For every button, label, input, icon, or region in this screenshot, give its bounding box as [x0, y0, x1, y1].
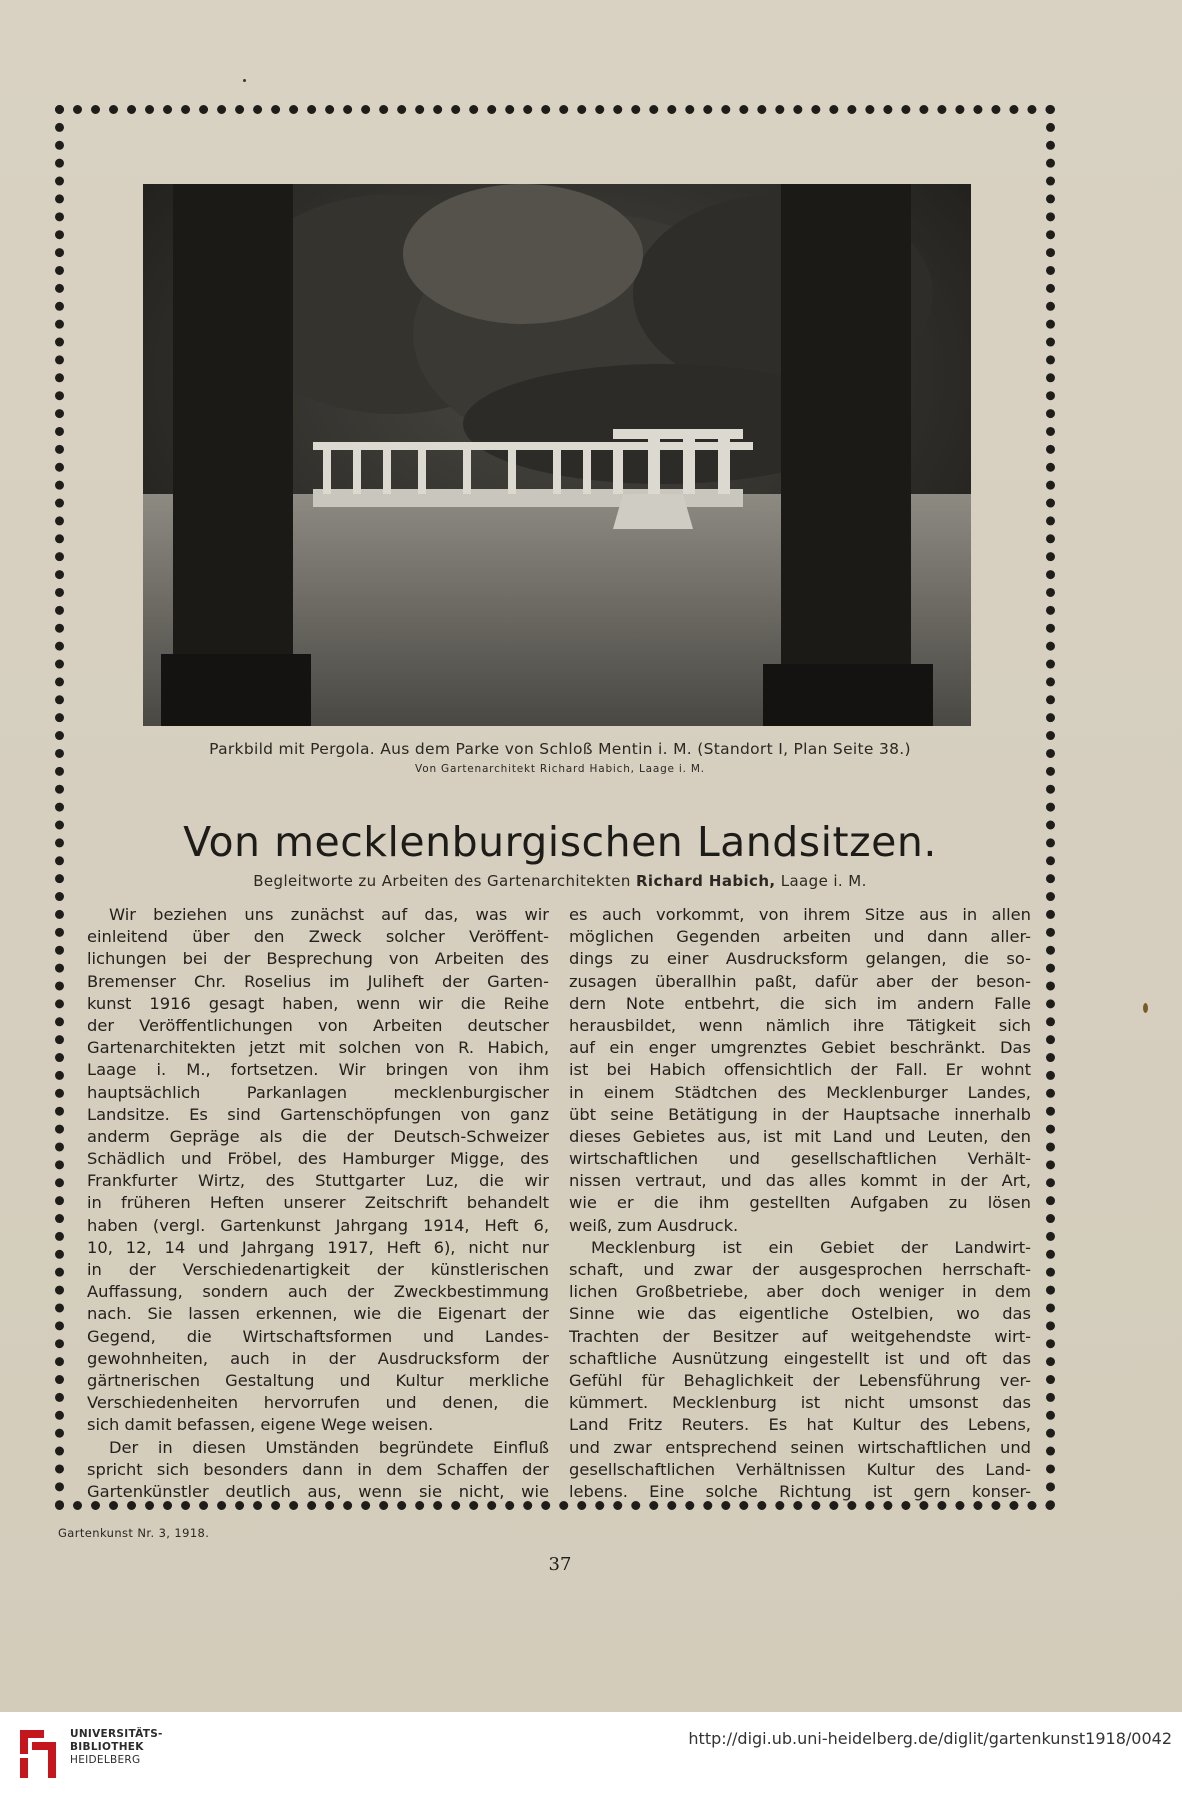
text-line: sich damit befassen, eigene Wege weisen.	[87, 1415, 434, 1435]
text-line: möglichen Gegenden arbeiten und dann aller-	[569, 927, 1031, 947]
text-line: Mecklenburg ist ein Gebiet der Landwirt-	[591, 1237, 1031, 1257]
text-line: dings zu einer Ausdrucksform gelangen, die so-	[569, 949, 1031, 969]
text-line: wie er die ihm gestellten Aufgaben zu lösen	[569, 1193, 1031, 1213]
text-line: Landsitze. Es sind Gartenschöpfungen von ganz	[87, 1104, 549, 1124]
text-line: es auch vorkommt, von ihrem Sitze aus in allen	[569, 905, 1031, 924]
text-line: ist bei Habich offensichtlich der Fall. Er wohnt	[569, 1060, 1031, 1080]
text-line: schaftliche Ausnützung eingestellt ist und oft das	[569, 1348, 1031, 1368]
park-photo-image	[143, 184, 971, 726]
park-photo	[143, 184, 971, 726]
source-url-link[interactable]: http://digi.ub.uni-heidelberg.de/diglit/gartenkunst1918/0042	[688, 1729, 1172, 1748]
text-line: herausbildet, wenn nämlich ihre Tätigkeit sich	[569, 1015, 1031, 1035]
library-name	[70, 1728, 163, 1767]
text-line: Der in diesen Umständen begründete Einfluß	[109, 1437, 549, 1457]
text-line: in der Verschiedenartigkeit der künstlerischen	[87, 1260, 549, 1279]
text-line: nach. Sie lassen erkennen, wie die Eigenart der	[87, 1304, 549, 1324]
text-line: 10, 12, 14 und Jahrgang 1917, Heft 6), nicht nur	[87, 1237, 549, 1257]
text-line: hauptsächlich Parkanlagen mecklenburgischer	[87, 1082, 549, 1102]
text-line: anderm Gepräge als die der Deutsch-Schweizer	[87, 1126, 549, 1146]
text-line: schaft, und zwar der ausgesprochen herrschaft-	[569, 1260, 1031, 1279]
library-logo-icon	[14, 1724, 64, 1784]
text-line: lichungen bei der Besprechung von Arbeiten des	[87, 949, 549, 969]
library-footer-bar	[0, 1712, 1182, 1799]
photo-caption: Parkbild mit Pergola. Aus dem Parke von Schloß Mentin i. M. (Standort I, Plan Seite 38.)	[209, 740, 911, 758]
text-line: in früheren Heften unserer Zeitschrift behandelt	[87, 1193, 549, 1213]
text-line: spricht sich besonders dann in dem Schaffen der	[87, 1459, 549, 1479]
article-title: Von mecklenburgischen Landsitzen.	[183, 818, 937, 866]
text-line: Sinne wie das eigentliche Ostelbien, wo das	[569, 1304, 1031, 1324]
text-line: der Veröffentlichungen von Arbeiten deutscher	[87, 1015, 549, 1035]
photo-credit: Von Gartenarchitekt Richard Habich, Laage i. M.	[415, 763, 705, 775]
text-line: Gartenkünstler deutlich aus, wenn sie nicht, wie	[87, 1481, 549, 1501]
text-line: übt seine Betätigung in der Hauptsache innerhalb	[569, 1104, 1031, 1124]
text-line: Verschiedenheiten hervorrufen und denen, die	[87, 1393, 549, 1413]
text-line: einleitend über den Zweck solcher Veröffent-	[87, 927, 549, 947]
text-line: Auffassung, sondern auch der Zweckbestimmung	[87, 1282, 549, 1302]
article-subtitle	[60, 872, 1060, 890]
text-line: kümmert. Mecklenburg ist nicht umsonst das	[569, 1393, 1031, 1413]
subtitle-author: Richard Habich,	[635, 872, 776, 890]
text-line: Laage i. M., fortsetzen. Wir bringen von ihm	[87, 1060, 549, 1080]
journal-source: Gartenkunst Nr. 3, 1918.	[58, 1526, 210, 1540]
text-line: wirtschaftlichen und gesellschaftlichen Verhält-	[569, 1149, 1031, 1169]
text-line: gesellschaftlichen Verhältnissen Kultur des Land-	[569, 1459, 1031, 1479]
text-line: Gegend, die Wirtschaftsformen und Landes-	[87, 1326, 549, 1346]
text-line: Trachten der Besitzer auf weitgehendste wirt-	[569, 1326, 1031, 1346]
subtitle-suffix: Laage i. M.	[780, 872, 867, 890]
text-line: und zwar entsprechend seinen wirtschaftlichen und	[569, 1437, 1031, 1457]
text-line: zusagen überallhin paßt, dafür aber der beson-	[569, 971, 1031, 991]
text-line: haben (vergl. Gartenkunst Jahrgang 1914, Heft 6,	[87, 1215, 549, 1235]
text-line: gewohnheiten, auch in der Ausdrucksform der	[87, 1348, 549, 1368]
page-number: 37	[548, 1554, 572, 1575]
text-line: in einem Städtchen des Mecklenburger Landes,	[569, 1082, 1031, 1102]
text-line: Schädlich und Fröbel, des Hamburger Migge, des	[87, 1149, 549, 1169]
text-line: Gefühl für Behaglichkeit der Lebensführung ver-	[569, 1370, 1031, 1390]
text-line: Bremenser Chr. Roselius im Juliheft der Garten-	[87, 971, 549, 991]
scan-speck	[243, 79, 246, 82]
left-column	[87, 904, 549, 1503]
text-line: Frankfurter Wirtz, des Stuttgarter Luz, die wir	[87, 1171, 549, 1191]
right-column	[569, 904, 1031, 1503]
text-line: gärtnerischen Gestaltung und Kultur merkliche	[87, 1370, 549, 1390]
text-line: lebens. Eine solche Richtung ist gern konser-	[569, 1481, 1031, 1501]
text-line: dern Note entbehrt, die sich im andern Falle	[569, 993, 1031, 1013]
text-line: dieses Gebietes aus, ist mit Land und Leuten, den	[569, 1126, 1031, 1146]
text-line: Land Fritz Reuters. Es hat Kultur des Lebens,	[569, 1415, 1031, 1435]
library-name-line3: HEIDELBERG	[70, 1754, 141, 1766]
text-line: nissen vertraut, und das alles kommt in der Art,	[569, 1171, 1031, 1191]
text-line: auf ein enger umgrenztes Gebiet beschränkt. Das	[569, 1038, 1031, 1058]
text-line: Wir beziehen uns zunächst auf das, was wir	[109, 905, 549, 924]
library-name-line1: UNIVERSITÄTS-	[70, 1728, 163, 1740]
text-line: weiß, zum Ausdruck.	[569, 1215, 739, 1235]
text-line: Gartenarchitekten jetzt mit solchen von R. Habich,	[87, 1038, 549, 1058]
text-line: kunst 1916 gesagt haben, wenn wir die Reihe	[87, 993, 549, 1013]
text-line: lichen Großbetriebe, aber doch weniger in dem	[569, 1282, 1031, 1302]
subtitle-prefix: Begleitworte zu Arbeiten des Gartenarchitekten	[253, 872, 631, 890]
scan-speck	[1143, 1003, 1148, 1013]
library-name-line2: BIBLIOTHEK	[70, 1741, 144, 1753]
